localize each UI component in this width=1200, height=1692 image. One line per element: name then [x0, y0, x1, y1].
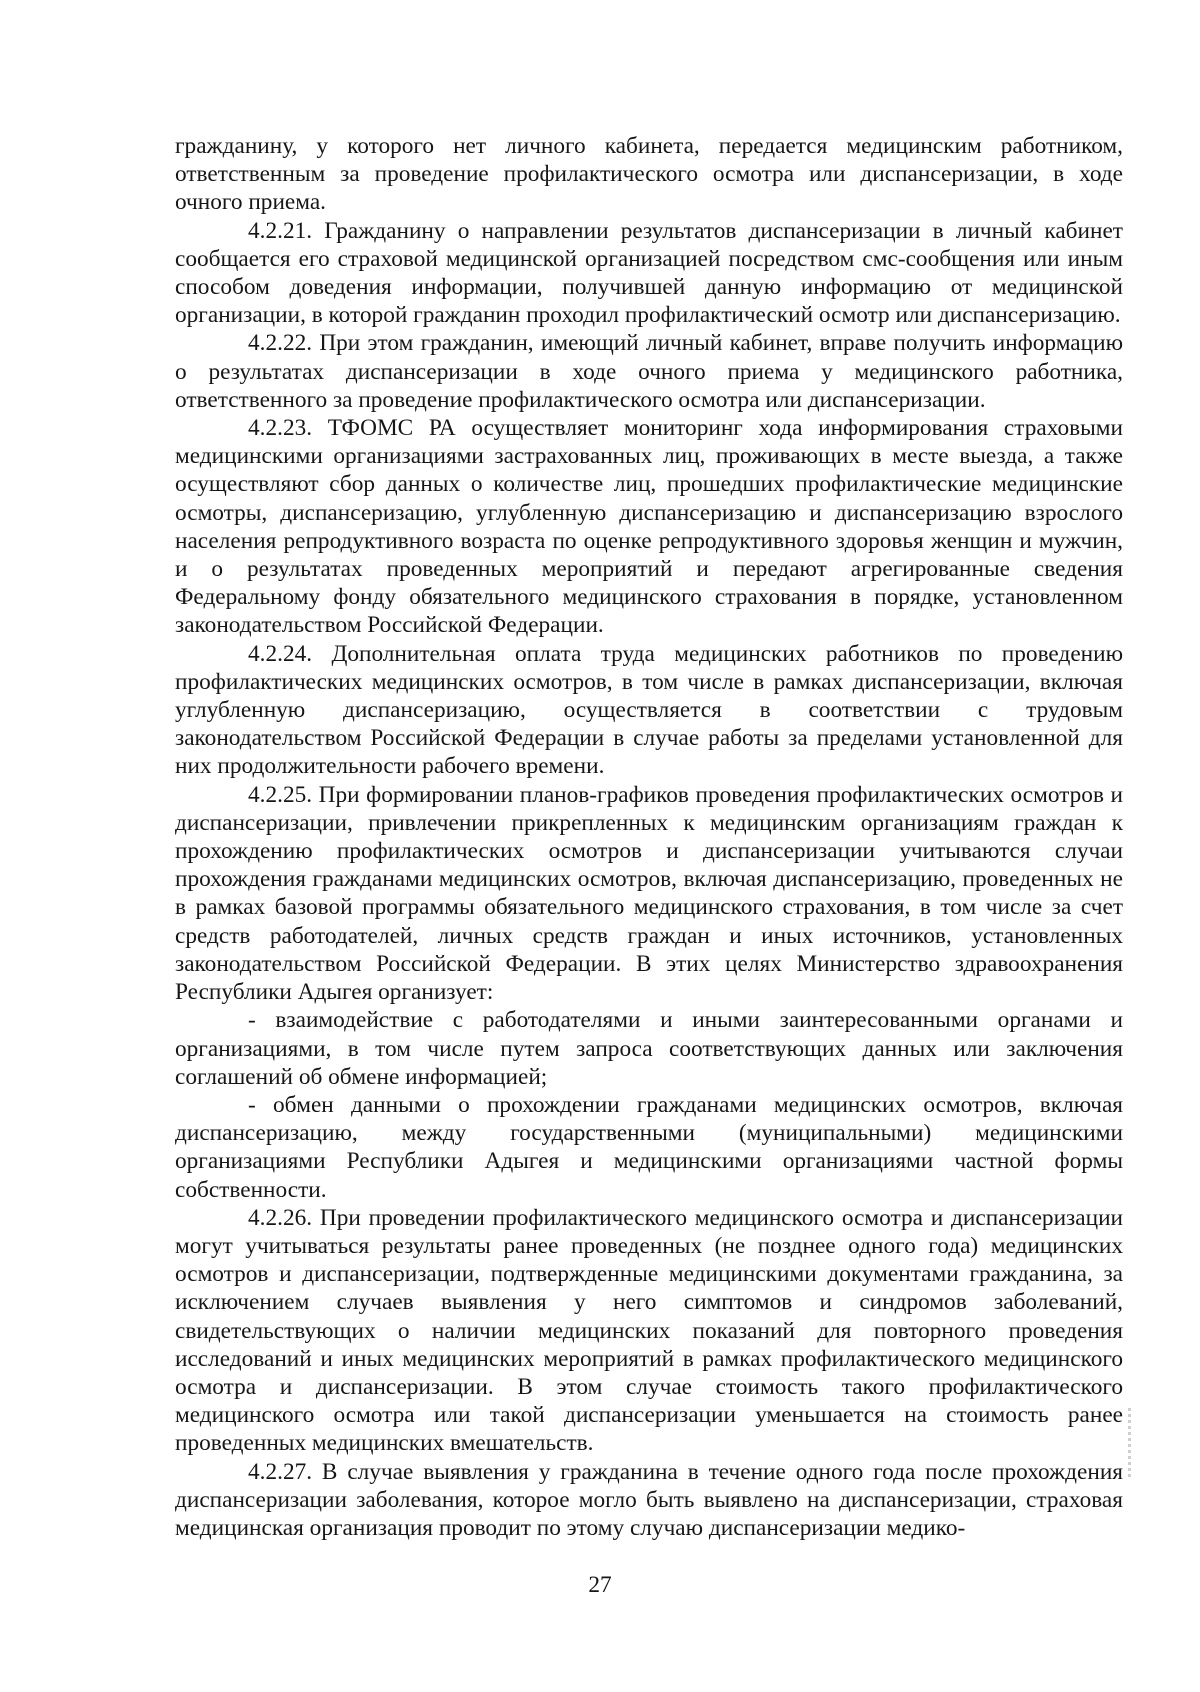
paragraph-4-2-26: 4.2.26. При проведении профилактического медицинского осмотра и диспансеризации могут учитываться результаты ранее проведенных (не позднее одного года) медицинских осмотров и диспансеризации, подтвержденные медицинскими документами гражданина, за исключением случаев выявления у него симптомов и синдромов заболеваний, свидетельствующих о наличии медицинских показаний для повторного проведения исследований и иных медицинских мероприятий в рамках профилактического медицинского осмотра и диспансеризации. В этом случае стоимость такого профилактического медицинского осмотра или такой диспансеризации уменьшается на стоимость ранее проведенных медицинских вмешательств.: [175, 1204, 1123, 1457]
scan-margin-mark: [1128, 1408, 1131, 1478]
paragraph-4-2-24: 4.2.24. Дополнительная оплата труда медицинских работников по проведению профилактических медицинских осмотров, в том числе в рамках диспансеризации, включая углубленную диспансеризацию, осуществляется в соответствии с трудовым законодательством Российской Федерации в случае работы за пределами установленной для них продолжительности рабочего времени.: [175, 640, 1123, 780]
paragraph-4-2-21: 4.2.21. Гражданину о направлении результатов диспансеризации в личный кабинет сообщается его страховой медицинской организацией посредством смс-сообщения или иным способом доведения информации, получившей данную информацию от медицинской организации, в которой гражданин проходил профилактический осмотр или диспансеризацию.: [175, 217, 1123, 329]
paragraph-4-2-25: 4.2.25. При формировании планов-графиков проведения профилактических осмотров и диспансеризации, привлечении прикрепленных к медицинским организациям граждан к прохождению профилактических осмотров и диспансеризации учитываются случаи прохождения гражданами медицинских осмотров, включая диспансеризацию, проведенных не в рамках базовой программы обязательного медицинского страхования, в том числе за счет средств работодателей, личных средств граждан и иных источников, установленных законодательством Российской Федерации. В этих целях Министерство здравоохранения Республики Адыгея организует:: [175, 781, 1123, 1006]
list-item-interaction: - взаимодействие с работодателями и иными заинтересованными органами и организациями, в том числе путем запроса соответствующих данных или заключения соглашений об обмене информацией;: [175, 1007, 1123, 1090]
list-item-data-exchange: - обмен данными о прохождении гражданами медицинских осмотров, включая диспансеризацию, между государственными (муниципальными) медицинскими организациями Республики Адыгея и медицинскими организациями частной формы собственности.: [175, 1091, 1123, 1203]
page-number: 27: [588, 1572, 612, 1598]
paragraph-4-2-23: 4.2.23. ТФОМС РА осуществляет мониторинг хода информирования страховыми медицинскими организациями застрахованных лиц, проживающих в месте выезда, а также осуществляют сбор данных о количестве лиц, прошедших профилактические медицинские осмотры, диспансеризацию, углубленную диспансеризацию и диспансеризацию взрослого населения репродуктивного возраста по оценке репродуктивного здоровья женщин и мужчин, и о результатах проведенных мероприятий и передают агрегированные сведения Федеральному фонду обязательного медицинского страхования в порядке, установленном законодательством Российской Федерации.: [175, 415, 1123, 639]
paragraph-4-2-22: 4.2.22. При этом гражданин, имеющий личный кабинет, вправе получить информацию о результатах диспансеризации в ходе очного приема у медицинского работника, ответственного за проведение профилактического осмотра или диспансеризации.: [175, 330, 1123, 413]
paragraph-continuation: гражданину, у которого нет личного кабинета, передается медицинским работником, ответственным за проведение профилактического осмотра или диспансеризации, в ходе очного приема.: [175, 133, 1123, 216]
document-page: [175, 132, 1123, 1542]
paragraph-4-2-27: 4.2.27. В случае выявления у гражданина в течение одного года после прохождения диспансеризации заболевания, которое могло быть выявлено на диспансеризации, страховая медицинская организация проводит по этому случаю диспансеризации медико-: [175, 1458, 1123, 1541]
